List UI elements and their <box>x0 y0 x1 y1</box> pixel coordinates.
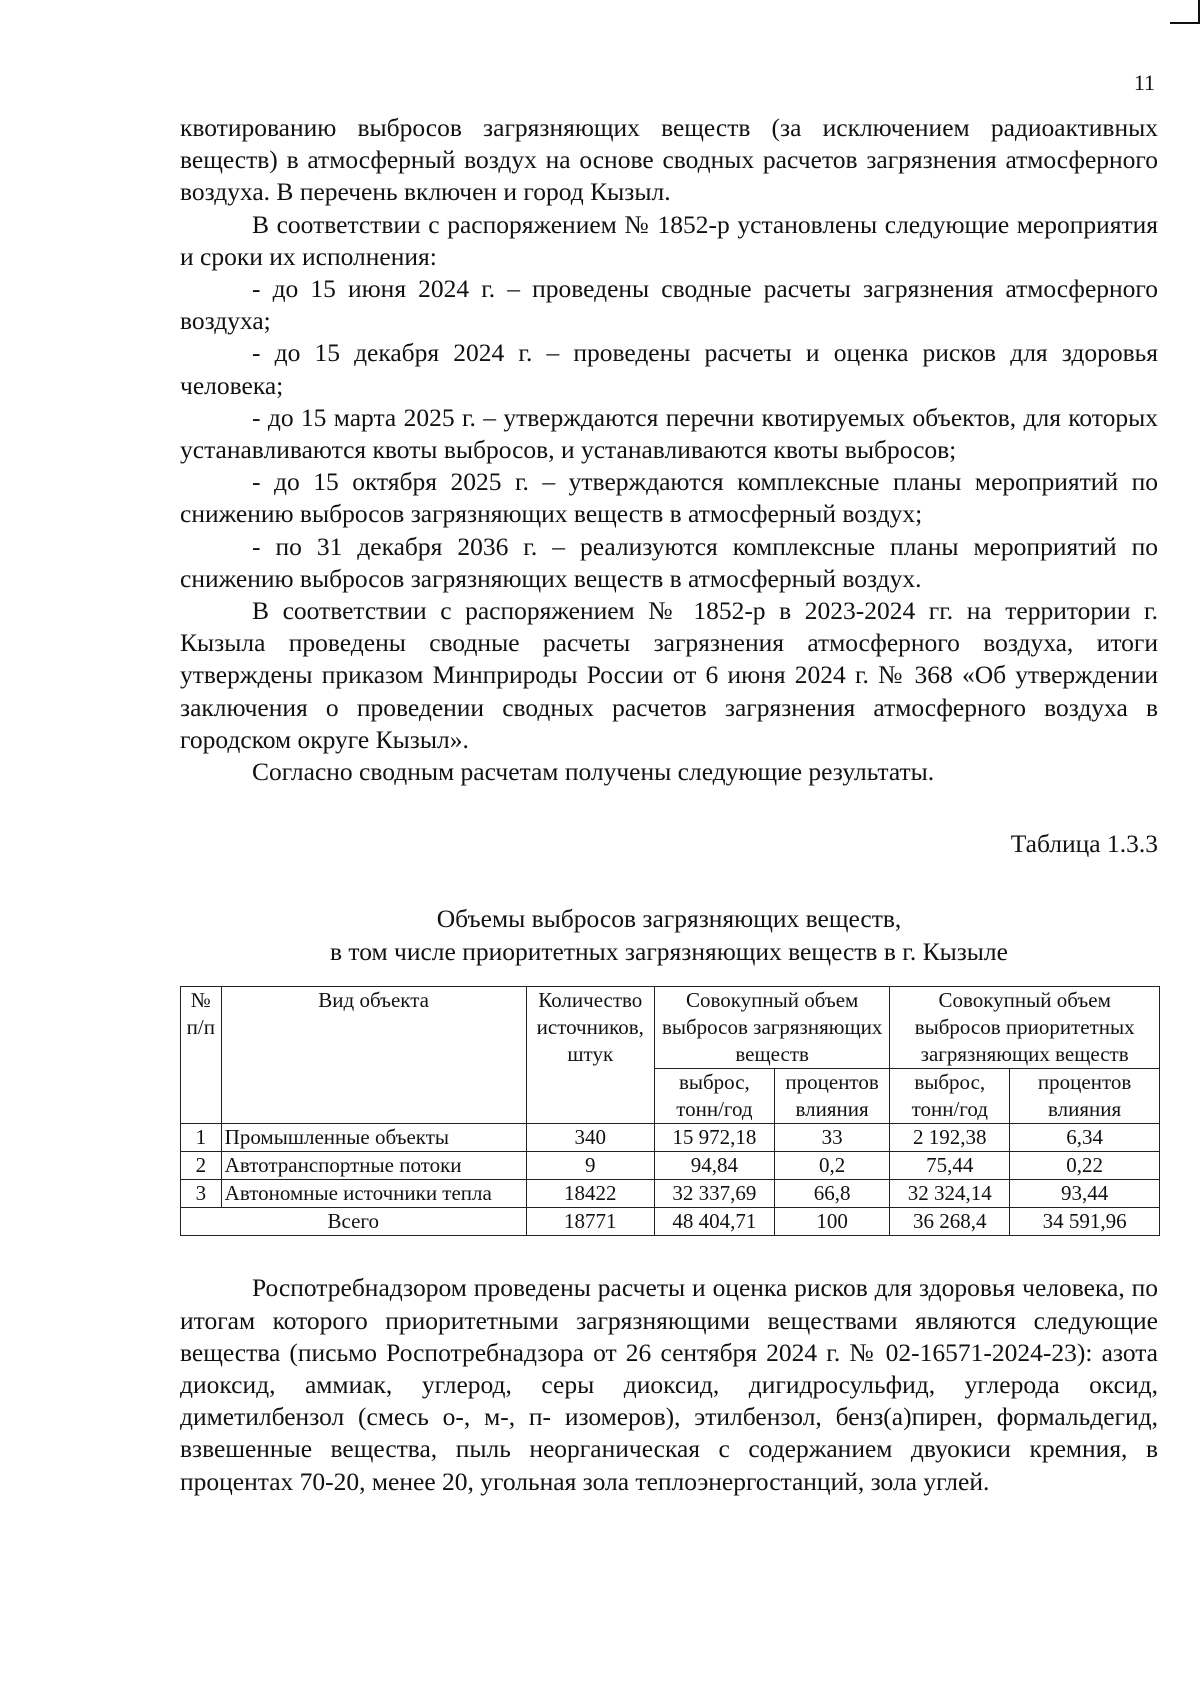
table-title-line: в том числе приоритетных загрязняющих веществ в г. Кызыле <box>330 937 1008 967</box>
cell-total-percent: 100 <box>774 1208 890 1236</box>
header-no: № п/п <box>181 987 222 1124</box>
header-emission: выброс, тонн/год <box>654 1069 774 1124</box>
header-percent: процентов влияния <box>774 1069 890 1124</box>
list-item: - по 31 декабря 2036 г. – реализуются комплексные планы мероприятий по снижению выбросов загрязняющих веществ в атмосферный воздух. <box>180 531 1158 593</box>
cell-type: Автономные источники тепла <box>221 1180 526 1208</box>
cell-total-emission-priority: 36 268,4 <box>890 1208 1010 1236</box>
table-row <box>181 1124 1160 1152</box>
table-row <box>181 1180 1160 1208</box>
header-total-group: Совокупный объем выбросов загрязняющих веществ <box>654 987 889 1069</box>
cell-total-label: Всего <box>181 1208 527 1236</box>
header-percent-priority: процентов влияния <box>1010 1069 1160 1124</box>
cell-percent-priority: 93,44 <box>1010 1180 1160 1208</box>
cell-type: Промышленные объекты <box>221 1124 526 1152</box>
cell-percent: 0,2 <box>774 1152 890 1180</box>
cell-no: 3 <box>181 1180 222 1208</box>
table-label: Таблица 1.3.3 <box>1010 829 1158 859</box>
table-header-row <box>181 987 1160 1069</box>
cell-count: 18422 <box>526 1180 654 1208</box>
cell-emission-priority: 75,44 <box>890 1152 1010 1180</box>
list-item: - до 15 октября 2025 г. – утверждаются комплексные планы мероприятий по снижению выбросов загрязняющих веществ в атмосферный воздух; <box>180 467 1158 529</box>
table-title-line: Объемы выбросов загрязняющих веществ, <box>436 904 902 934</box>
list-item: - до 15 июня 2024 г. – проведены сводные расчеты загрязнения атмосферного воздуха; <box>180 274 1158 336</box>
document-body <box>180 112 1158 1498</box>
list-item: - до 15 марта 2025 г. – утверждаются перечни квотируемых объектов, для которых устанавливаются квоты выбросов, и устанавливаются квоты выбросов; <box>180 402 1158 465</box>
paragraph-rospotrebnadzor: Роспотребнадзором проведены расчеты и оценка рисков для здоровья человека, по итогам которого приоритетными загрязняющими веществами являются следующие вещества (письмо Роспотребнадзора от 26 сентября 2024 г. № 02-16571-2024-23): азота диоксид, аммиак, углерод, серы диоксид, дигидросульфид, углерода оксид, диметилбензол (смесь о-, м-, п- изомеров), этилбензол, бенз(а)пирен, формальдегид, взвешенные вещества, пыль неорганическая с содержанием двуокиси кремния, в процентах 70-20, менее 20, угольная зола теплоэнергостанций, зола углей. <box>180 1273 1158 1496</box>
header-type: Вид объекта <box>221 987 526 1124</box>
page-number: 11 <box>1133 70 1155 95</box>
cell-emission-priority: 2 192,38 <box>890 1124 1010 1152</box>
scan-corner-mark <box>1170 0 1200 24</box>
cell-emission-priority: 32 324,14 <box>890 1180 1010 1208</box>
list-item: - до 15 декабря 2024 г. – проведены расчеты и оценка рисков для здоровья человека; <box>180 338 1158 400</box>
paragraph-order: В соответствии с распоряжением № 1852-р установлены следующие мероприятия и сроки их исполнения: <box>180 209 1158 271</box>
cell-emission: 32 337,69 <box>654 1180 774 1208</box>
paragraph-intro: квотированию выбросов загрязняющих веществ (за исключением радиоактивных веществ) в атмосферный воздух на основе сводных расчетов загрязнения атмосферного воздуха. В перечень включен и город Кызыл. <box>180 113 1158 207</box>
cell-type: Автотранспортные потоки <box>221 1152 526 1180</box>
table-row <box>181 1152 1160 1180</box>
cell-no: 2 <box>181 1152 222 1180</box>
emissions-table <box>180 986 1160 1236</box>
cell-percent: 33 <box>774 1124 890 1152</box>
cell-total-count: 18771 <box>526 1208 654 1236</box>
cell-emission: 15 972,18 <box>654 1124 774 1152</box>
cell-percent-priority: 6,34 <box>1010 1124 1160 1152</box>
cell-count: 9 <box>526 1152 654 1180</box>
table-title <box>180 902 1158 968</box>
cell-total-percent-priority: 34 591,96 <box>1010 1208 1160 1236</box>
cell-percent-priority: 0,22 <box>1010 1152 1160 1180</box>
paragraph-summary: Согласно сводным расчетам получены следующие результаты. <box>252 757 935 787</box>
table-total-row <box>181 1208 1160 1236</box>
header-count: Количество источников, штук <box>526 987 654 1124</box>
cell-emission: 94,84 <box>654 1152 774 1180</box>
cell-count: 340 <box>526 1124 654 1152</box>
header-emission-priority: выброс, тонн/год <box>890 1069 1010 1124</box>
cell-total-emission: 48 404,71 <box>654 1208 774 1236</box>
paragraph-results: В соответствии с распоряжением № 1852-р в 2023-2024 гг. на территории г. Кызыла проведены сводные расчеты загрязнения атмосферного воздуха, итоги утверждены приказом Минприроды России от 6 июня 2024 г. № 368 «Об утверждении заключения о проведении сводных расчетов загрязнения атмосферного воздуха в городском округе Кызыл». <box>180 596 1158 754</box>
header-priority-group: Совокупный объем выбросов приоритетных загрязняющих веществ <box>890 987 1160 1069</box>
cell-percent: 66,8 <box>774 1180 890 1208</box>
cell-no: 1 <box>181 1124 222 1152</box>
